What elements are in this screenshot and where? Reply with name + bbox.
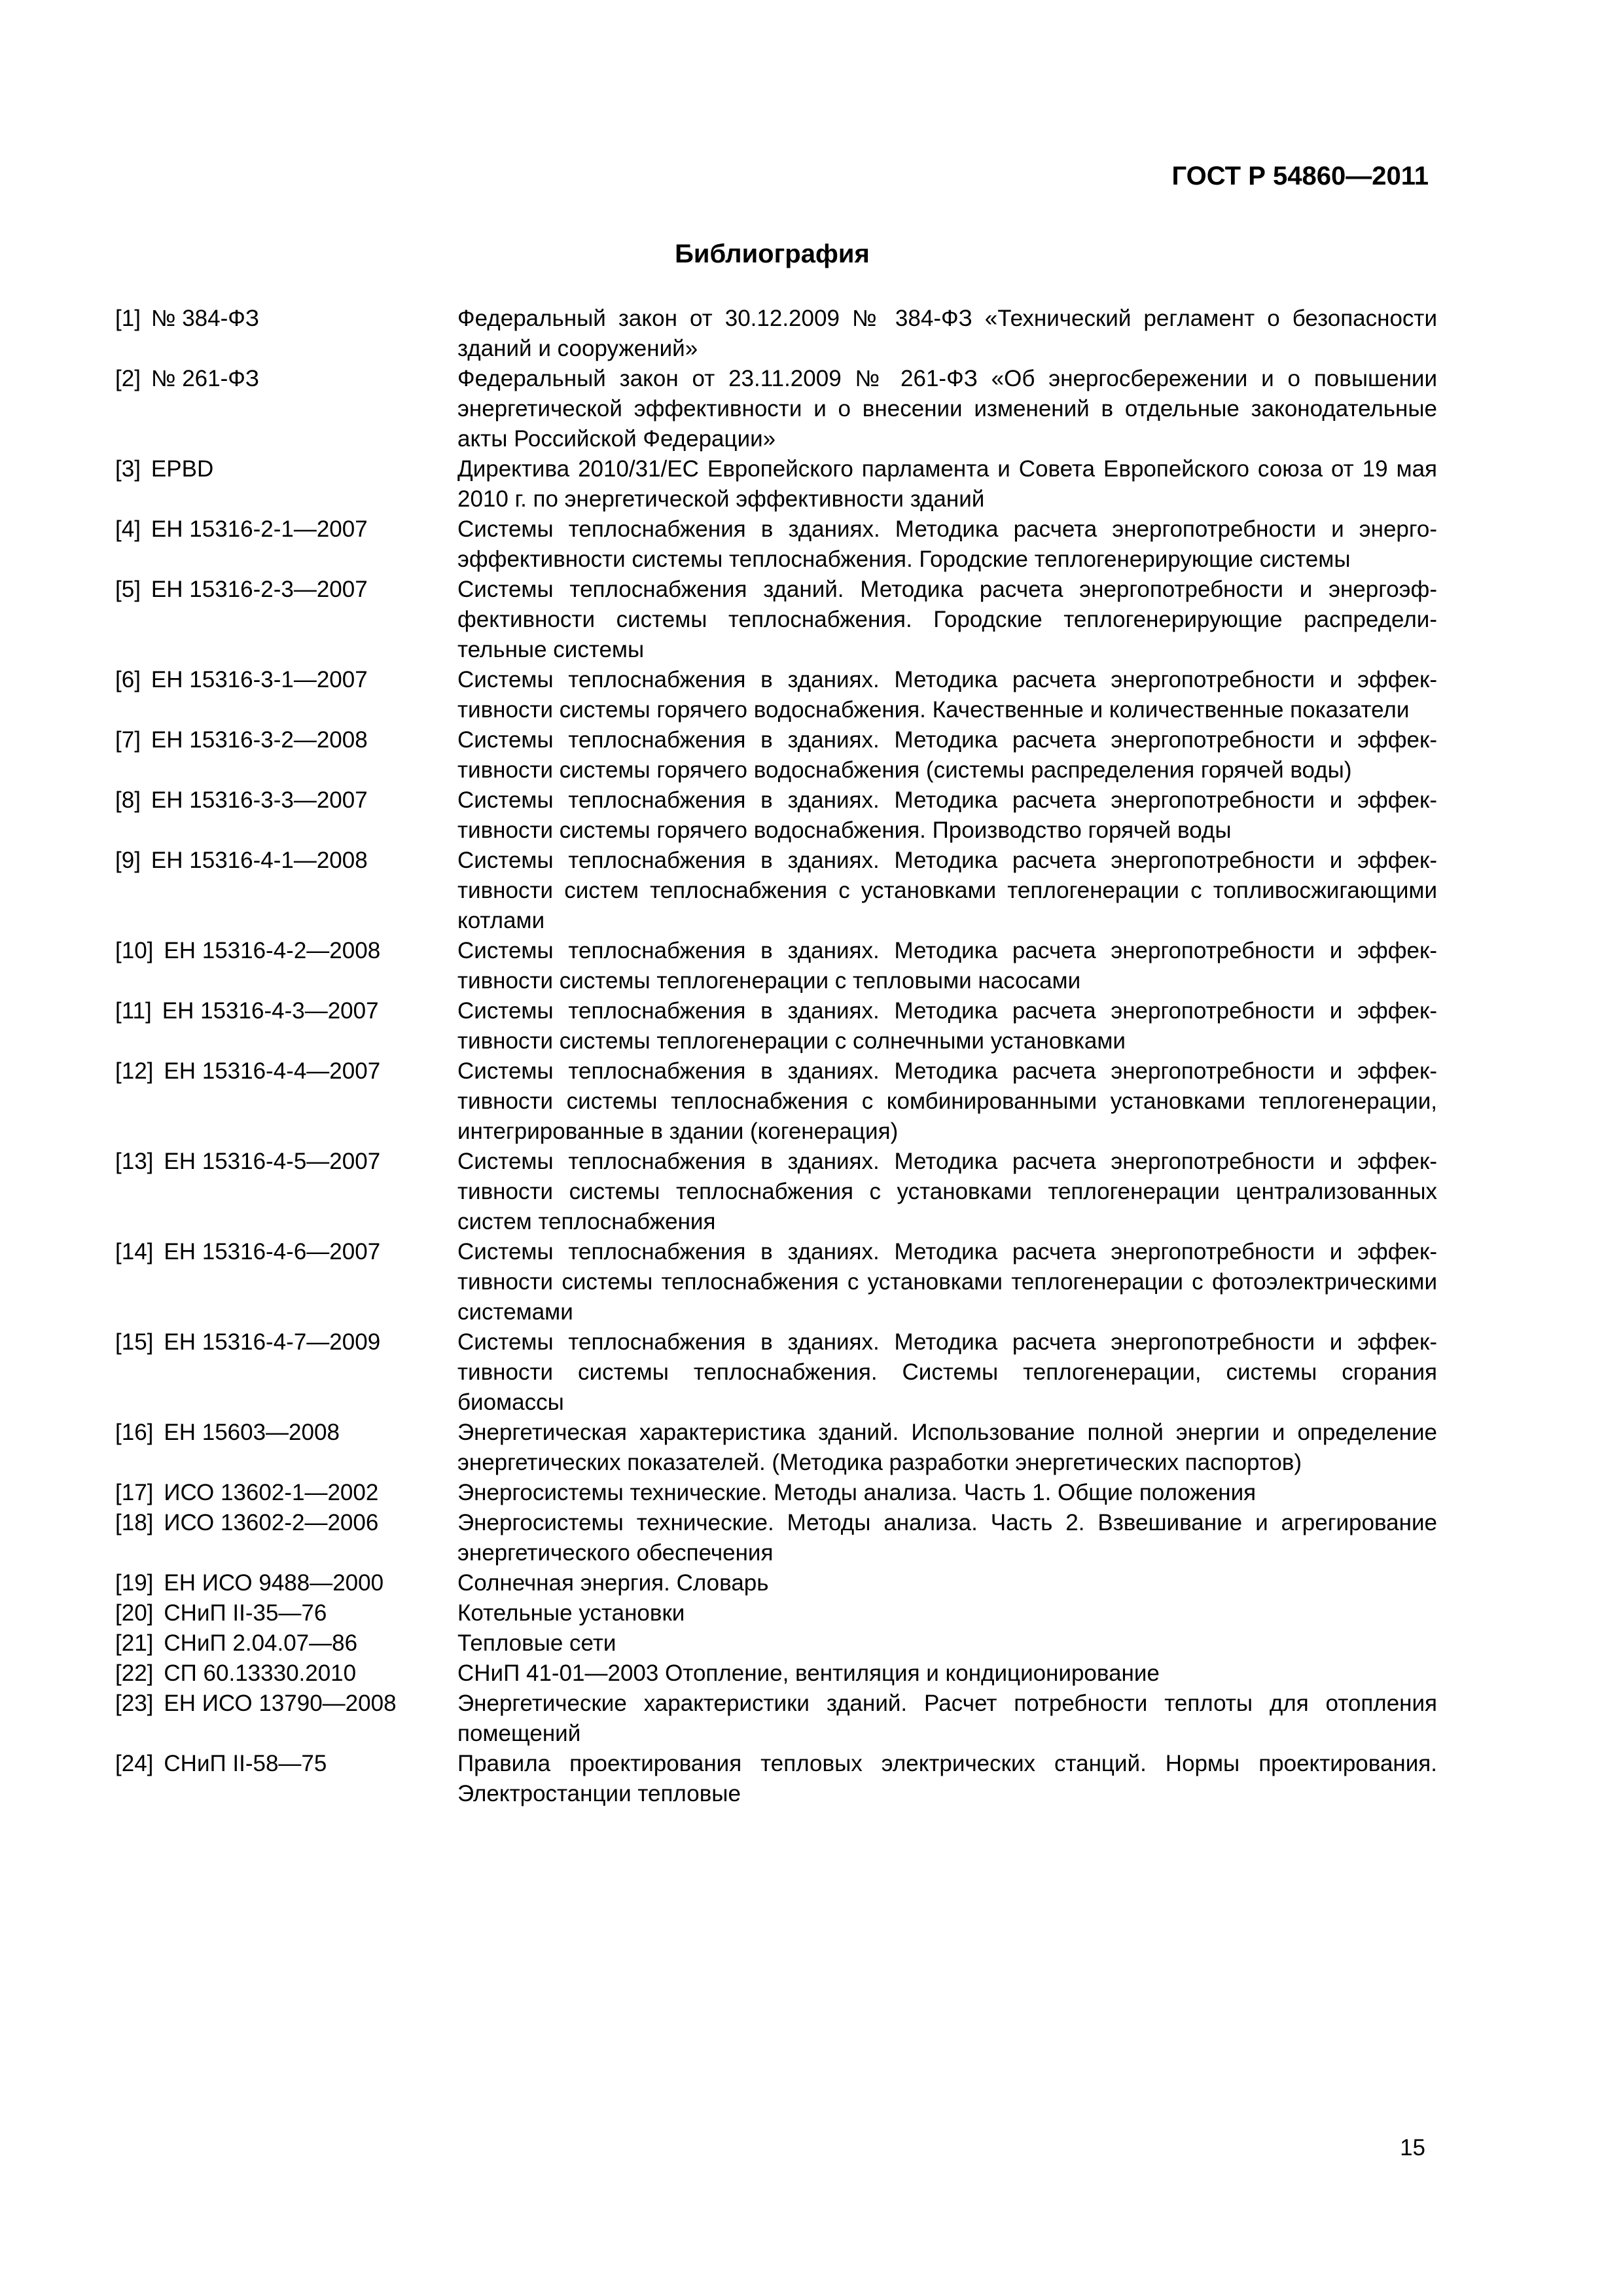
reference-code: ЕН 15316-4-2—2008 [164,938,381,963]
reference-code: ЕН 15316-3-2—2008 [151,727,368,753]
reference-description: Тепловые сети [457,1630,616,1656]
reference-number: [19] [115,1570,154,1596]
reference-label [115,454,455,484]
reference-code: СНиП II-35—76 [164,1600,327,1626]
reference-label [115,1598,455,1628]
reference-code: ЕН 15316-4-3—2007 [162,998,379,1024]
bibliography-entry [115,1478,1437,1508]
bibliography-entry [115,575,1437,665]
reference-number: [23] [115,1691,154,1716]
reference-label [115,785,455,816]
bibliography-entry [115,364,1437,454]
reference-number: [13] [115,1149,154,1174]
bibliography-entry [115,936,1437,996]
reference-number: [24] [115,1751,154,1776]
reference-label [115,1056,455,1086]
reference-label [115,1418,455,1448]
reference-description: Котельные установки [457,1600,685,1626]
reference-label [115,304,455,334]
reference-description: Энергосистемы технические. Методы анализа. Часть 2. Взвешивание и агрегирование энергетического обеспечения [457,1510,1437,1566]
reference-description: Правила проектирования тепловых электрических станций. Нормы проектирования. Электростанции тепловые [457,1751,1437,1806]
reference-number: [9] [115,848,141,873]
reference-number: [14] [115,1239,154,1265]
reference-label [115,936,455,966]
bibliography-entry [115,1598,1437,1628]
bibliography-entry [115,304,1437,364]
reference-description: Системы теплоснабжения в зданиях. Методика расчета энергопотребности и энергоэффективности системы теплоснабжения. Городские теплогенерирующие системы [457,516,1437,572]
reference-description: Системы теплоснабжения в зданиях. Методика расчета энергопотребности и эффективности систем теплоснабжения с установками теплогенерации с топливосжигающими котлами [457,848,1437,933]
bibliography-entry [115,1237,1437,1327]
bibliography-entry [115,1147,1437,1237]
reference-number: [18] [115,1510,154,1535]
reference-number: [20] [115,1600,154,1626]
bibliography-entry [115,725,1437,785]
reference-number: [22] [115,1660,154,1686]
reference-code: ЕН 15316-4-5—2007 [164,1149,381,1174]
reference-description: Энергетическая характеристика зданий. Использование полной энергии и определение энергетических показателей. (Методика разработки энергетических паспортов) [457,1420,1437,1475]
bibliography-entry [115,1689,1437,1749]
reference-number: [6] [115,667,141,692]
bibliography-entry [115,454,1437,514]
reference-description: СНиП 41-01—2003 Отопление, вентиляция и кондиционирование [457,1660,1160,1686]
reference-label [115,725,455,755]
reference-label [115,1147,455,1177]
reference-code: ЕН 15316-4-4—2007 [164,1058,381,1084]
reference-code: СНиП 2.04.07—86 [164,1630,358,1656]
reference-label [115,1689,455,1719]
bibliography-entry [115,1056,1437,1147]
bibliography-entry [115,1508,1437,1568]
reference-number: [17] [115,1480,154,1505]
reference-code: № 261-ФЗ [151,366,259,391]
bibliography-entry [115,1568,1437,1598]
reference-code: ЕН 15316-4-6—2007 [164,1239,381,1265]
reference-code: ЕН 15316-3-3—2007 [151,787,368,813]
reference-code: EPBD [151,456,214,482]
bibliography-entry [115,1628,1437,1659]
reference-number: [8] [115,787,141,813]
reference-number: [4] [115,516,141,542]
reference-label [115,1628,455,1659]
reference-description: Энергетические характеристики зданий. Расчет потребности теплоты для отопления помещений [457,1691,1437,1746]
reference-number: [16] [115,1420,154,1445]
reference-label [115,846,455,876]
reference-code: СНиП II-58—75 [164,1751,327,1776]
reference-label [115,665,455,695]
reference-description: Системы теплоснабжения в зданиях. Методика расчета энергопотребности и эффективности системы теплоснабжения с комбинированными установками теплогенерации, интегрированные в здании (когенерация) [457,1058,1437,1144]
reference-description: Системы теплоснабжения в зданиях. Методика расчета энергопотребности и эффективности системы теплоснабжения. Системы теплогенерации, системы сгорания биомассы [457,1329,1437,1415]
reference-label [115,514,455,545]
reference-label [115,1327,455,1357]
reference-description: Федеральный закон от 23.11.2009 № 261-ФЗ «Об энергосбережении и о повышении энергетической эффективности и о внесении изменений в отдельные законодательные акты Российской Федерации» [457,366,1437,452]
reference-number: [15] [115,1329,154,1355]
reference-number: [3] [115,456,141,482]
bibliography-entry [115,1659,1437,1689]
reference-description: Системы теплоснабжения в зданиях. Методика расчета энергопотребности и эффективности системы горячего водоснабжения (системы распределения горячей воды) [457,727,1437,783]
reference-number: [5] [115,577,141,602]
bibliography-entry [115,785,1437,846]
reference-number: [10] [115,938,154,963]
bibliography-entry [115,514,1437,575]
reference-label [115,1568,455,1598]
reference-description: Директива 2010/31/ЕС Европейского парламента и Совета Европейского союза от 19 мая 2010 г. по энергетической эффективности зданий [457,456,1437,512]
reference-description: Солнечная энергия. Словарь [457,1570,769,1596]
reference-code: ЕН 15316-2-1—2007 [151,516,368,542]
reference-label [115,1749,455,1779]
reference-code: ЕН ИСО 9488—2000 [164,1570,384,1596]
reference-description: Системы теплоснабжения в зданиях. Методика расчета энергопотребности и эффективности системы горячего водоснабжения. Производство горячей воды [457,787,1437,843]
document-code-header: ГОСТ Р 54860—2011 [1171,162,1429,190]
reference-label [115,575,455,605]
reference-description: Системы теплоснабжения в зданиях. Методика расчета энергопотребности и эффективности системы теплоснабжения с установками теплогенерации с фотоэлектрическими системами [457,1239,1437,1325]
reference-label [115,1508,455,1538]
reference-description: Системы теплоснабжения зданий. Методика расчета энергопотребности и энергоэффективности системы теплоснабжения. Городские теплогенерирующие распределительные системы [457,577,1437,662]
reference-number: [11] [115,998,152,1024]
reference-label [115,1478,455,1508]
bibliography-entry [115,1749,1437,1809]
reference-code: ИСО 13602-1—2002 [164,1480,379,1505]
reference-number: [1] [115,306,141,331]
reference-description: Федеральный закон от 30.12.2009 № 384-ФЗ «Технический регламент о безопасности зданий и сооружений» [457,306,1437,361]
bibliography-entry [115,846,1437,936]
reference-label [115,996,455,1026]
reference-description: Системы теплоснабжения в зданиях. Методика расчета энергопотребности и эффективности системы теплоснабжения с установками теплогенерации централизованных систем теплоснабжения [457,1149,1437,1234]
reference-description: Системы теплоснабжения в зданиях. Методика расчета энергопотребности и эффективности системы теплогенерации с солнечными установками [457,998,1437,1054]
page-number: 15 [1400,2135,1425,2161]
reference-number: [21] [115,1630,154,1656]
bibliography-entry [115,1327,1437,1418]
reference-code: СП 60.13330.2010 [164,1660,357,1686]
bibliography-entry [115,665,1437,725]
reference-code: ЕН 15316-4-1—2008 [151,848,368,873]
reference-code: ЕН ИСО 13790—2008 [164,1691,397,1716]
reference-code: ЕН 15316-4-7—2009 [164,1329,381,1355]
reference-code: ЕН 15603—2008 [164,1420,340,1445]
reference-code: ЕН 15316-2-3—2007 [151,577,368,602]
reference-number: [7] [115,727,141,753]
bibliography-list [115,304,1437,1809]
reference-label [115,364,455,394]
section-title: Библиография [675,240,870,268]
reference-description: Энергосистемы технические. Методы анализа. Часть 1. Общие положения [457,1480,1257,1505]
reference-number: [2] [115,366,141,391]
bibliography-entry [115,1418,1437,1478]
reference-description: Системы теплоснабжения в зданиях. Методика расчета энергопотребности и эффективности системы теплогенерации с тепловыми насосами [457,938,1437,994]
reference-label [115,1659,455,1689]
bibliography-entry [115,996,1437,1056]
reference-code: ИСО 13602-2—2006 [164,1510,379,1535]
reference-label [115,1237,455,1267]
reference-number: [12] [115,1058,154,1084]
reference-code: № 384-ФЗ [151,306,259,331]
reference-code: ЕН 15316-3-1—2007 [151,667,368,692]
reference-description: Системы теплоснабжения в зданиях. Методика расчета энергопотребности и эффективности системы горячего водоснабжения. Качественные и количественные показатели [457,667,1437,723]
